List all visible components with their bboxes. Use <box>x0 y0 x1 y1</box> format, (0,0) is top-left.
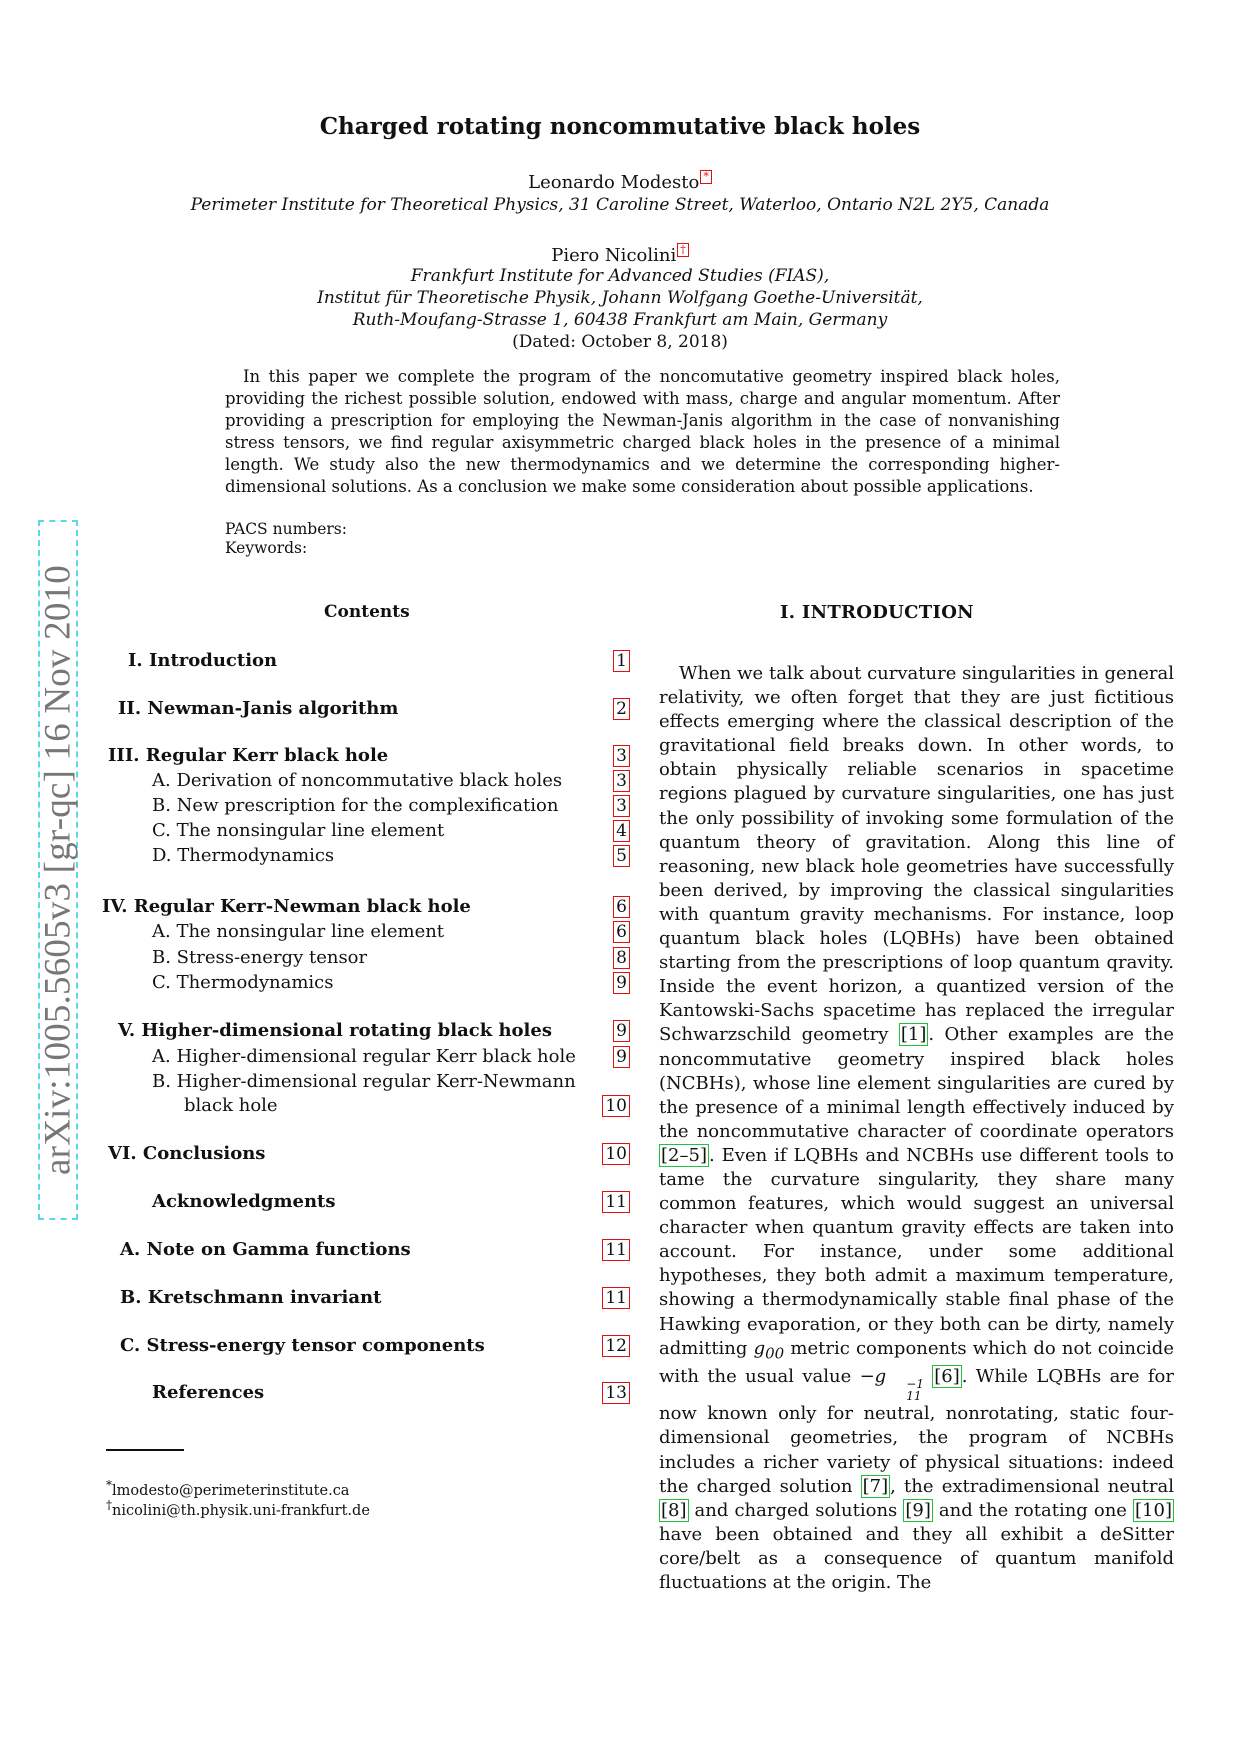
citation-link[interactable]: [10] <box>1135 1499 1172 1521</box>
toc-label: B. Stress-energy tensor <box>152 947 368 968</box>
paper-title: Charged rotating noncommutative black holes <box>319 113 921 140</box>
intro-text-part: , the extradimensional neutral <box>890 1475 1174 1497</box>
dated-line: (Dated: October 8, 2018) <box>512 332 728 352</box>
toc-page-link[interactable]: 3 <box>613 795 630 817</box>
toc-entry[interactable] <box>100 1335 640 1359</box>
toc-page-link[interactable]: 11 <box>602 1191 630 1213</box>
toc-entry[interactable] <box>100 698 640 722</box>
toc-label: A. Higher-dimensional regular Kerr black hole <box>152 1046 576 1067</box>
toc-entry[interactable] <box>100 820 640 844</box>
intro-text-part: have been obtained and they all exhibit a deSitter core/belt as a consequence of quantum manifold fluctuations at the origin. The <box>659 1523 1174 1593</box>
author-2 <box>0 243 1240 266</box>
affiliation-2c: Ruth-Moufang-Strasse 1, 60438 Frankfurt am Main, Germany <box>352 310 888 330</box>
toc-entry[interactable] <box>100 1239 640 1263</box>
toc-entry[interactable] <box>100 1046 640 1070</box>
toc-label: VI. Conclusions <box>108 1143 266 1164</box>
footnote-email: nicolini@th.physik.uni-frankfurt.de <box>112 1502 370 1519</box>
toc-label: V. Higher-dimensional rotating black holes <box>118 1020 552 1041</box>
footnote-1 <box>106 1478 349 1499</box>
citation-link[interactable]: [9] <box>905 1499 931 1521</box>
toc-label: I. Introduction <box>128 650 278 671</box>
citation-number: 6 <box>941 1366 953 1388</box>
toc-label: B. New prescription for the complexification <box>152 795 559 816</box>
toc-page-link[interactable]: 4 <box>613 820 630 842</box>
section-heading-introduction: I. INTRODUCTION <box>780 602 974 623</box>
toc-page-link[interactable]: 6 <box>613 921 630 943</box>
toc-entry[interactable] <box>100 1143 640 1167</box>
toc-entry[interactable] <box>100 845 640 869</box>
introduction-text <box>659 662 1174 1595</box>
toc-label: A. Note on Gamma functions <box>120 1239 411 1260</box>
author-name: Piero Nicolini <box>551 245 677 266</box>
toc-label: D. Thermodynamics <box>152 845 335 866</box>
citation-number: 9 <box>912 1499 924 1521</box>
toc-page-link[interactable]: 2 <box>613 698 630 720</box>
math-symbol: g <box>753 1337 766 1359</box>
toc-label: B. Kretschmann invariant <box>120 1287 382 1308</box>
citation-number: 8 <box>668 1499 680 1521</box>
footnote-mark: † <box>106 1498 113 1512</box>
footnote-2 <box>106 1498 370 1519</box>
toc-page-link[interactable]: 12 <box>602 1335 630 1357</box>
footnote-rule <box>106 1449 184 1451</box>
intro-text-part: and charged solutions <box>688 1499 898 1521</box>
toc-page-link[interactable]: 3 <box>613 745 630 767</box>
toc-entry[interactable] <box>100 921 640 945</box>
intro-text-part: . Even if LQBHs and NCBHs use different tools to tame the curvature singularity, they share many common features, which would suggest an universal character when quantum gravity effects are taken into account. For instance, under some additional hypotheses, they both admit a maximum temperature, showing a thermodynamically stable final phase of the Hawking evaporation, or they both can be dirty, namely admitting <box>659 1144 1174 1359</box>
toc-label: C. Thermodynamics <box>152 972 334 993</box>
toc-page-link[interactable]: 5 <box>613 845 630 867</box>
toc-page-link[interactable]: 13 <box>602 1382 630 1404</box>
toc-label: III. Regular Kerr black hole <box>108 745 389 766</box>
toc-label: B. Higher-dimensional regular Kerr-Newmann <box>152 1071 576 1092</box>
affiliation-1: Perimeter Institute for Theoretical Physics, 31 Caroline Street, Waterloo, Ontario N2L 2Y5, Canada <box>190 195 1050 215</box>
footnote-email: lmodesto@perimeterinstitute.ca <box>112 1482 350 1499</box>
citation-number: 7 <box>869 1475 882 1497</box>
citation-link[interactable]: [1] <box>900 1024 927 1046</box>
toc-label: Acknowledgments <box>152 1191 336 1212</box>
toc-label: C. The nonsingular line element <box>152 820 445 841</box>
citation-link[interactable]: [2–5] <box>661 1144 707 1166</box>
abstract: In this paper we complete the program of the noncomutative geometry inspired black holes, providing the richest possible solution, endowed with mass, charge and angular momentum. After providing a prescription for employing the Newman-Janis algorithm in the case of nonvanishing stress tensors, we find regular axisymmetric charged black holes in the presence of a minimal length. We study also the new thermodynamics and we determine the corresponding higher-dimensional solutions. As a conclusion we make some consideration about possible applications. <box>225 367 1060 496</box>
toc-entry[interactable] <box>100 1382 640 1406</box>
toc-entry[interactable] <box>100 795 640 819</box>
toc-label: C. Stress-energy tensor components <box>120 1335 485 1356</box>
arxiv-id: arXiv:1005.5605v3 [gr-qc] 16 Nov 2010 <box>37 565 79 1175</box>
toc-entry[interactable] <box>100 770 640 794</box>
toc-entry[interactable] <box>100 650 640 674</box>
author-1 <box>0 170 1240 193</box>
arxiv-stamp <box>38 520 78 1220</box>
toc-entry[interactable] <box>100 745 640 769</box>
math-g00 <box>753 1337 785 1363</box>
intro-text-part: metric components which do not coincide with the usual value <box>659 1337 1174 1388</box>
toc-page-link[interactable]: 8 <box>613 947 630 969</box>
citation-link[interactable]: [8] <box>661 1499 687 1521</box>
intro-text-part: and the rotating one <box>932 1499 1127 1521</box>
intro-text-part: . While LQBHs are for now known only for neutral, nonrotating, static four-dimensional geometries, the program of NCBHs includes a richer variety of physical situations: indeed the charged solution <box>659 1366 1174 1497</box>
affiliation-2b: Institut für Theoretische Physik, Johann Wolfgang Goethe-Universität, <box>317 288 923 308</box>
author-name: Leonardo Modesto <box>528 172 700 193</box>
toc-page-link[interactable]: 11 <box>602 1287 630 1309</box>
math-subscript: 00 <box>765 1344 785 1363</box>
footnote-link[interactable]: * <box>700 170 712 184</box>
math-subscript: 11 <box>906 1389 922 1404</box>
toc-label: A. Derivation of noncommutative black holes <box>152 770 563 791</box>
toc-label: black hole <box>184 1095 278 1116</box>
citation-link[interactable]: [7] <box>862 1475 889 1497</box>
math-symbol: −g <box>859 1366 887 1388</box>
toc-page-link[interactable]: 9 <box>613 1020 630 1042</box>
toc-page-link[interactable]: 10 <box>602 1143 630 1165</box>
toc-page-link[interactable]: 1 <box>613 650 630 672</box>
intro-text-part: When we talk about curvature singularities in general relativity, we often forget that they are just fictitious effects emerging where the classical description of the gravitational field breaks down. In other words, to obtain physically reliable scenarios in spacetime regions plagued by curvature singularities, one has just the only possibility of invoking some formulation of the quantum theory of gravitation. Along this line of reasoning, new black hole geometries have successfully been derived, by improving the classical singularities with quantum gravity mechanisms. For instance, loop quantum black holes (LQBHs) have been obtained starting from the prescriptions of loop quantum qravity. Inside the event horizon, a quantized version of the Kantowski-Sachs spacetime has replaced the irregular Schwarzschild geometry <box>659 663 1174 1046</box>
toc-entry[interactable] <box>100 1095 640 1119</box>
math-g11 <box>859 1366 924 1404</box>
toc-page-link[interactable]: 9 <box>613 1046 630 1068</box>
footnote-mark: * <box>106 1478 113 1492</box>
footnote-link[interactable]: † <box>677 243 689 257</box>
toc-entry[interactable] <box>100 896 640 920</box>
affiliation-2a: Frankfurt Institute for Advanced Studies (FIAS), <box>410 266 830 286</box>
citation-number: 10 <box>1142 1499 1165 1521</box>
toc-label: II. Newman-Janis algorithm <box>118 698 399 719</box>
toc-page-link[interactable]: 6 <box>613 896 630 918</box>
toc-entry[interactable] <box>100 1191 640 1215</box>
toc-label: A. The nonsingular line element <box>152 921 445 942</box>
toc-page-link[interactable]: 9 <box>613 972 630 994</box>
citation-number: 2–5 <box>668 1144 700 1166</box>
intro-text-part: . Other examples are the noncommutative geometry inspired black holes (NCBHs), whose line element singularities are cured by the presence of a minimal length effectively induced by the noncommutative character of coordinate operators <box>659 1024 1175 1142</box>
toc-entry[interactable] <box>100 1020 640 1044</box>
math-superscript: −1 <box>906 1377 924 1392</box>
toc-page-link[interactable]: 11 <box>602 1239 630 1261</box>
contents-heading: Contents <box>324 602 410 622</box>
toc-page-link[interactable]: 3 <box>613 770 630 792</box>
toc-entry[interactable] <box>100 972 640 996</box>
pacs-numbers: PACS numbers: <box>225 520 347 538</box>
citation-link[interactable]: [6] <box>934 1366 960 1388</box>
toc-label: IV. Regular Kerr-Newman black hole <box>102 896 471 917</box>
toc-label: References <box>152 1382 265 1403</box>
citation-number: 1 <box>907 1024 920 1046</box>
toc-page-link[interactable]: 10 <box>602 1095 630 1117</box>
toc-entry[interactable] <box>100 947 640 971</box>
toc-entry[interactable] <box>100 1287 640 1311</box>
keywords: Keywords: <box>225 539 308 557</box>
toc-entry[interactable] <box>100 1071 640 1095</box>
